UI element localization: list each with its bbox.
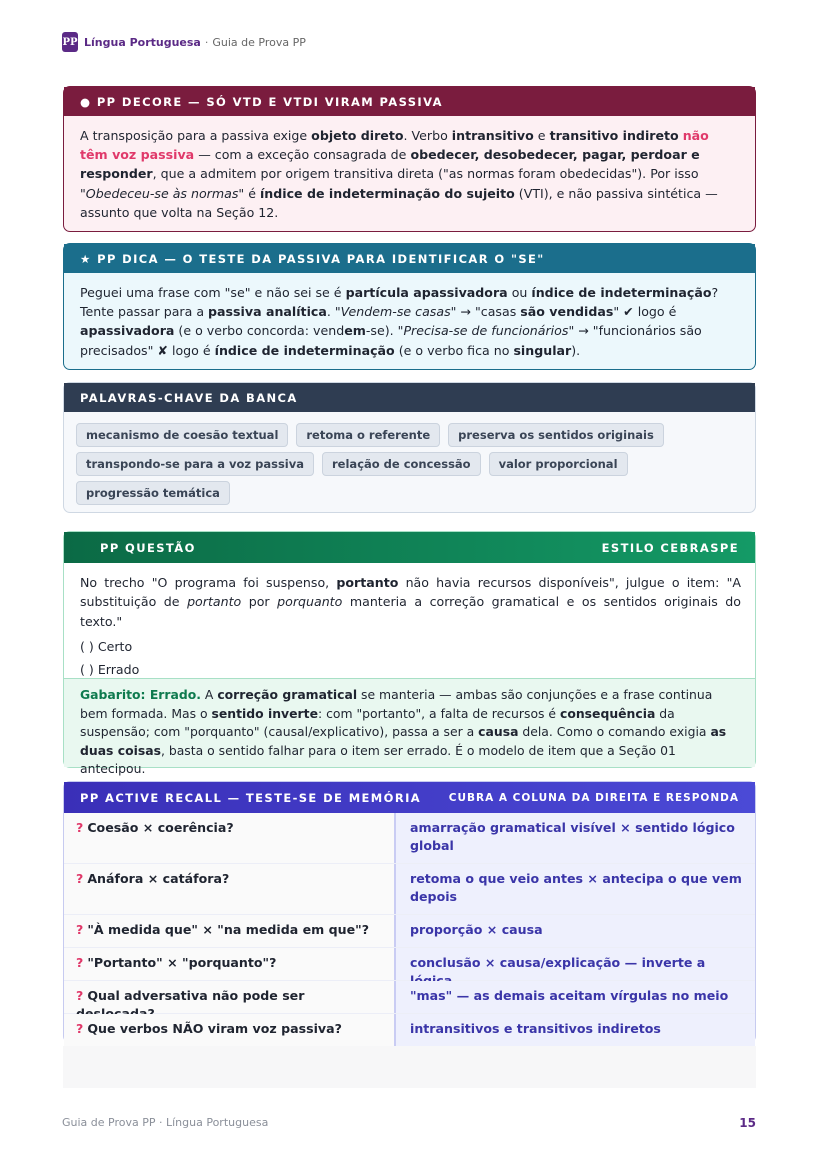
table-row <box>64 948 755 981</box>
footer-text: Guia de Prova PP · Língua Portuguesa <box>62 1116 269 1129</box>
keyword-chips <box>64 412 755 505</box>
recall-answer: conclusão × causa/explicação — inverte a <box>396 948 755 980</box>
page-number: 15 <box>739 1116 756 1130</box>
header-guide: Guia de Prova PP <box>212 35 306 49</box>
table-row <box>64 915 755 948</box>
recall-answer: retoma o que veio antes × antecipa o que vem depois <box>396 864 755 914</box>
keywords-title: PALAVRAS-CHAVE DA BANCA <box>64 383 755 412</box>
recall-subtitle: CUBRA A COLUNA DA DIREITA E RESPONDA <box>448 791 739 804</box>
decore-title: ● PP DECORE — SÓ VTD E VTDI VIRAM PASSIVA <box>64 87 755 116</box>
dica-text: Peguei uma frase com "se" e não sei se é partícula apassivadora ou índice de indeterminação? Tente passar para a passiva analítica. "Vendem-se casas" → "casas são vendidas" ✔ logo é apassivadora (e o verbo concorda: vendem-se). "Precisa-se de funcionários" → "funcionários são precisados" ✘ logo é índice de indeterminação (e o verbo fica no singular). <box>80 285 719 358</box>
page-footer <box>62 1116 756 1130</box>
table-row <box>64 1014 755 1046</box>
recall-question: ? "À medida que" × "na medida em que"? <box>64 915 396 947</box>
page-header <box>62 32 306 52</box>
keyword-chip: relação de concessão <box>322 452 481 476</box>
keyword-chip: transpondo-se para a voz passiva <box>76 452 314 476</box>
dica-title: ★ PP DICA — O TESTE DA PASSIVA PARA IDENTIFICAR O "SE" <box>64 244 755 273</box>
recall-answer: amarração gramatical visível × sentido lógico global <box>396 813 755 863</box>
table-row <box>64 981 755 1014</box>
option-errado[interactable]: ( ) Errado <box>80 662 140 678</box>
recall-question: ? Qual adversativa não pode ser <box>64 981 396 1013</box>
recall-table <box>64 813 755 1046</box>
recall-question: ? Anáfora × catáfora? <box>64 864 396 914</box>
recall-question: ? "Portanto" × "porquanto"? <box>64 948 396 980</box>
recall-answer: intransitivos e transitivos indiretos <box>396 1014 755 1046</box>
keyword-chip: valor proporcional <box>489 452 628 476</box>
question-style: ESTILO CEBRASPE <box>601 540 739 555</box>
decore-text: A transposição para a passiva exige objeto direto. Verbo intransitivo e transitivo indireto não têm voz passiva — com a exceção consagrada de obedecer, desobedecer, pagar, perdoar e responder, que a admitem por origem transitiva direta ("as normas foram obedecidas"). Por isso "Obedeceu-se às normas" é índice de indeterminação do sujeito (VTI), e não passiva sintética — assunto que volta na Seção 12. <box>80 128 718 220</box>
dica-box <box>63 243 756 370</box>
answer-key: Gabarito: Errado. A correção gramatical se manteria — ambas são conjunções e a frase continua bem formada. Mas o sentido inverte: com "portanto", a falta de recursos é consequência da suspensão; com "porquanto" (causal/explicativo), passa a ser a causa dela. Como o comando exigia as duas coisas, basta o sentido falhar para o item ser errado. É o modelo de item que a Seção 01 antecipou. <box>64 678 755 767</box>
recall-question: ? Coesão × coerência? <box>64 813 396 863</box>
table-row <box>64 813 755 864</box>
recall-title: PP ACTIVE RECALL — TESTE-SE DE MEMÓRIA <box>80 790 422 805</box>
question-header <box>64 532 755 563</box>
question-title: PP QUESTÃO <box>100 540 196 555</box>
recall-answer: "mas" — as demais aceitam vírgulas no meio <box>396 981 755 1013</box>
recall-question: ? Que verbos NÃO viram voz passiva? <box>64 1014 396 1046</box>
pp-logo: PP <box>62 32 78 52</box>
keywords-box <box>63 382 756 513</box>
recall-header <box>64 782 755 813</box>
decore-box <box>63 86 756 232</box>
recall-answer: proporção × causa <box>396 915 755 947</box>
question-box <box>63 531 756 777</box>
table-row <box>64 864 755 915</box>
header-subject: Língua Portuguesa <box>84 35 201 49</box>
question-text: No trecho "O programa foi suspenso, portanto não havia recursos disponíveis", julgue o item: "A substituição de portanto por porquanto manteria a correção gramatical e os sentidos originais do texto." <box>80 575 741 629</box>
recall-box <box>63 781 756 1043</box>
option-certo[interactable]: ( ) Certo <box>80 639 133 655</box>
blank-area <box>63 1046 756 1088</box>
keyword-chip: mecanismo de coesão textual <box>76 423 288 447</box>
header-separator: · <box>204 35 209 49</box>
keyword-chip: preserva os sentidos originais <box>448 423 664 447</box>
keyword-chip: retoma o referente <box>296 423 440 447</box>
keyword-chip: progressão temática <box>76 481 230 505</box>
